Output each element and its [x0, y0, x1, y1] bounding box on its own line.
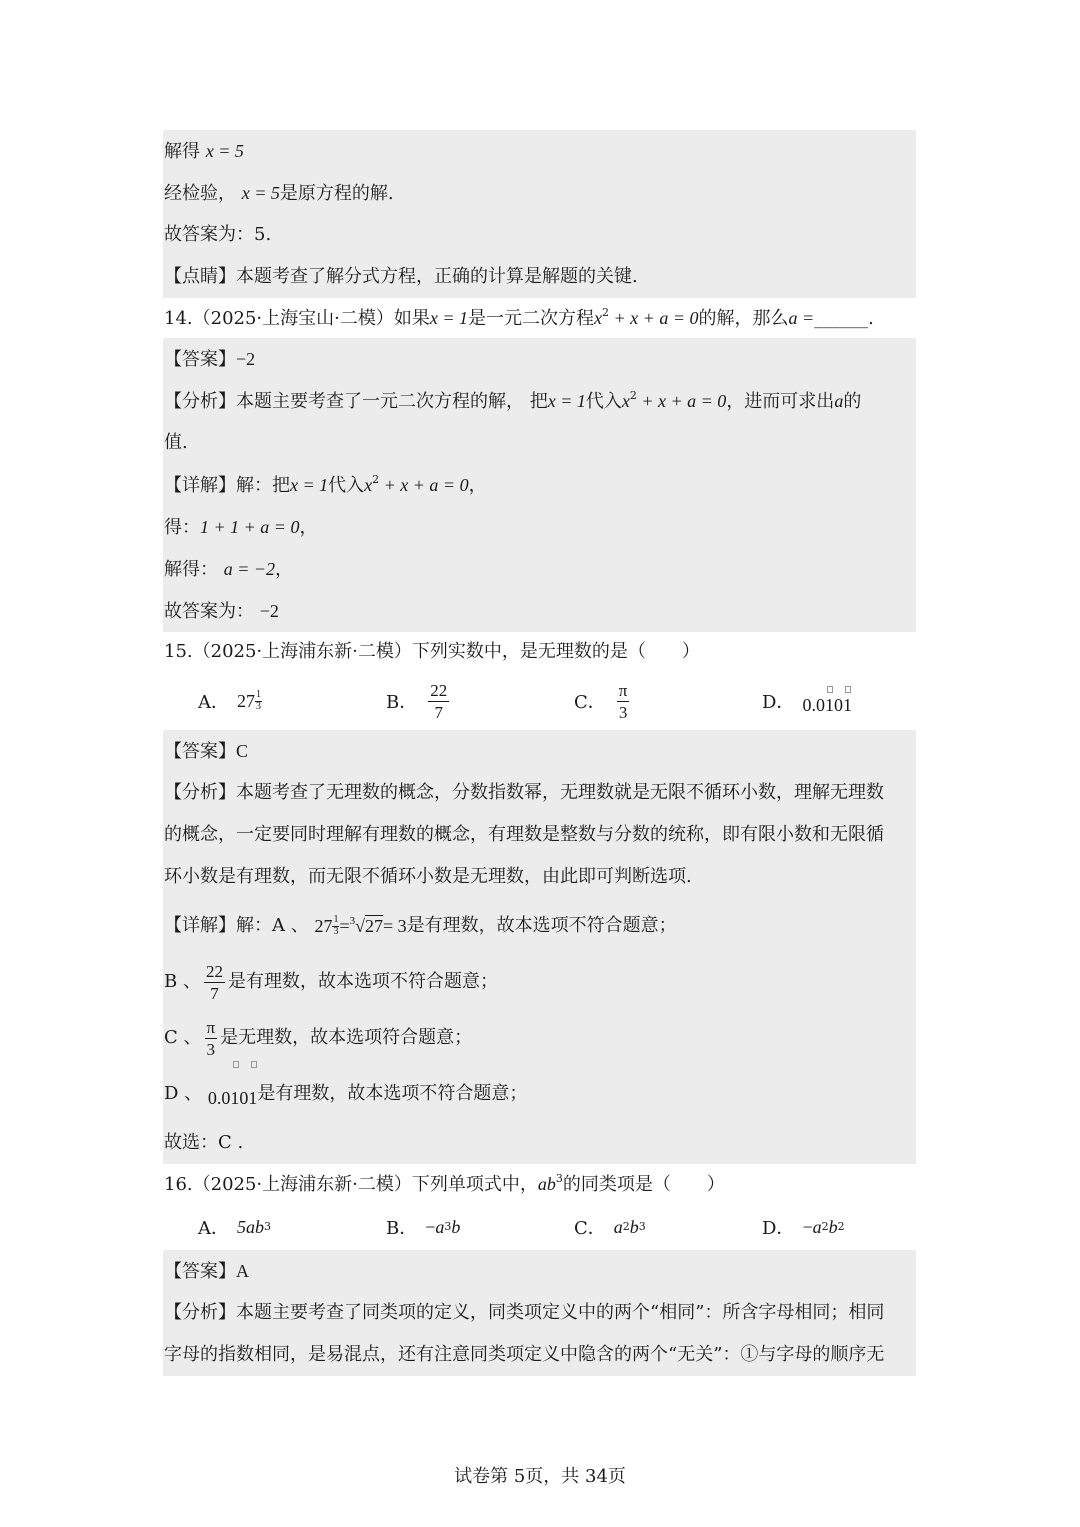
q15-detail-c: C 、 $\frac{\pi}{3}$ 是无理数，故本选项符合题意；	[164, 1017, 473, 1059]
q16-option-d: D． − a 2 b 2	[762, 1216, 845, 1239]
cube-root: $^3$√27	[349, 915, 384, 936]
q16-option-a: A． 5ab 3	[198, 1216, 271, 1239]
q15-option-c: C． $\frac{\pi}{3}$	[574, 680, 628, 722]
q15-option-a-exponent: $\frac{1}{3}$	[256, 689, 261, 712]
q13-check-line: 经检验， x = 5是原方程的解.	[164, 183, 394, 204]
q14-analysis: 【分析】本题主要考查了一元二次方程的解， 把x = 1代入$x^2 + x + a = 0$，进而可求出a的	[164, 389, 862, 412]
q16-option-b: B． − a 3 b	[386, 1216, 461, 1239]
q15-option-d: D． 0.0101	[762, 692, 852, 715]
page-content	[164, 130, 916, 1376]
q16-analysis-2: 字母的指数相同，是易混点，还有注意同类项定义中隐含的两个“无关”：①与字母的顺序无	[164, 1344, 885, 1365]
q14-answer: 【答案】−2	[164, 349, 256, 370]
q15-option-c-fraction: $\frac{\pi}{3}$	[618, 680, 628, 722]
q15-solution-block	[163, 730, 916, 1164]
q14-detail: 【详解】解：把x = 1代入$x^2 + x + a = 0$，	[164, 473, 487, 496]
q13-answer-line: 故答案为：5.	[164, 224, 272, 245]
q15-option-a: A． 27 $\frac{1}{3}$	[198, 689, 261, 713]
q13-solution-block	[163, 130, 916, 298]
q16-options	[164, 1204, 916, 1250]
q16-question: 16.（2025·上海浦东新·二模）下列单项式中，$ab^3$的同类项是（ ）	[164, 1164, 916, 1204]
q16-answer: 【答案】A	[164, 1261, 249, 1282]
q14-final: 故答案为： −2	[164, 601, 279, 622]
q15-analysis-3: 环小数是有理数，而无限不循环小数是无理数，由此即可判断选项.	[164, 866, 692, 887]
q13-comment-line: 【点睛】本题考查了解分式方程，正确的计算是解题的关键.	[164, 266, 638, 287]
q15-answer: 【答案】C	[164, 741, 249, 762]
q15-detail-a: 【详解】解：A 、 27 $\frac{1}{3}$ = $^3$√27 = 3 是有理数，故本选项不符合题意；	[164, 898, 916, 954]
q16-analysis-1: 【分析】本题主要考查了同类项的定义，同类项定义中的两个“相同”：所含字母相同；相同	[164, 1302, 885, 1323]
q15-options	[164, 672, 916, 730]
q14-analysis-cont: 值.	[164, 432, 188, 453]
q14-solution-block	[163, 338, 916, 632]
q16-solution-block	[163, 1250, 916, 1376]
q14-question: 14.（2025·上海宝山·二模）如果x = 1是一元二次方程$x^2 + x + a = 0$的解，那么a =______.	[164, 298, 916, 338]
q15-detail-b: B 、 $\frac{22}{7}$ 是有理数，故本选项不符合题意；	[164, 961, 498, 1003]
q14-step2: 解得： a = −2，	[164, 559, 294, 580]
q15-question: 15.（2025·上海浦东新·二模）下列实数中，是无理数的是（ ）	[164, 632, 916, 672]
q15-analysis-2: 的概念，一定要同时理解有理数的概念，有理数是整数与分数的统称，即有限小数和无限循	[164, 824, 884, 845]
page-footer: 试卷第 5页，共 34页	[454, 1466, 626, 1487]
q15-option-d-repeating-decimal: 0.0101	[802, 694, 852, 715]
q13-solve-line: 解得 x = 5	[164, 141, 244, 162]
q15-conclusion: 故选：C .	[164, 1132, 244, 1153]
q15-detail-d: D 、 0.0101 是有理数，故本选项不符合题意；	[164, 1066, 916, 1122]
q14-step1: 得：1 + 1 + a = 0，	[164, 517, 318, 538]
q15-analysis-1: 【分析】本题考查了无理数的概念，分数指数幂，无理数就是无限不循环小数，理解无理数	[164, 782, 884, 803]
q16-option-c: C． a 2 b 3	[574, 1216, 646, 1239]
q15-option-b-fraction: $\frac{22}{7}$	[430, 680, 448, 722]
q15-option-b: B． $\frac{22}{7}$	[386, 680, 448, 722]
